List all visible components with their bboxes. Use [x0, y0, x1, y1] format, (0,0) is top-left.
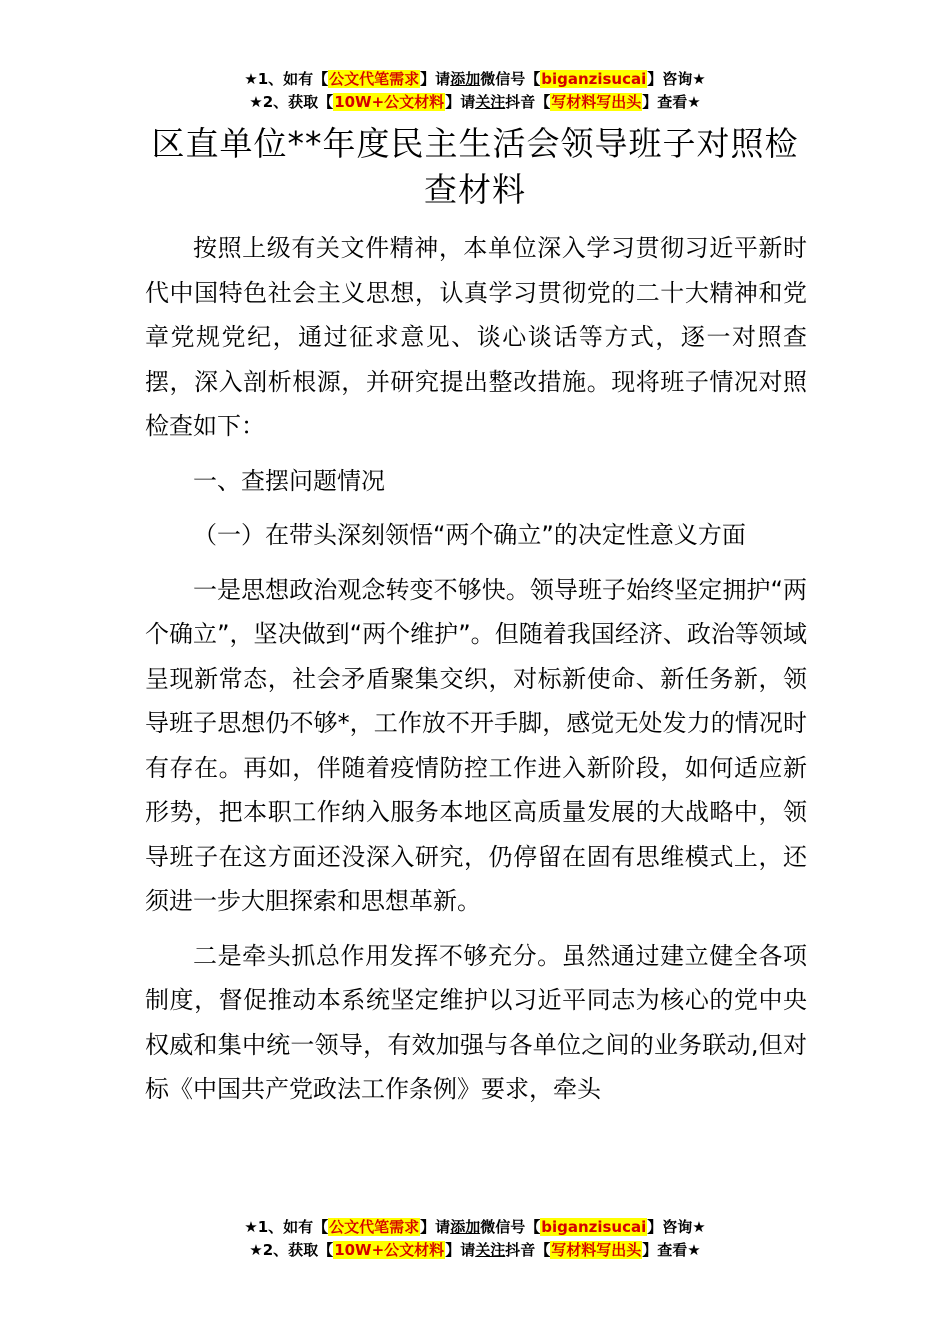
banner-line-2: [0, 91, 950, 114]
banner-text: 】咨询★: [647, 1218, 706, 1236]
banner-highlight: 10W+公文材料: [334, 1241, 445, 1259]
banner-text: ★2、获取【: [249, 1241, 334, 1259]
banner-underline: 关注: [475, 1241, 506, 1259]
banner-text: 】请: [420, 1218, 451, 1236]
banner-text: ★2、获取【: [249, 93, 334, 111]
section-heading: 一、查摆问题情况: [193, 466, 385, 495]
banner-text: 微信号【: [480, 1218, 541, 1236]
banner-text: ★1、如有【: [244, 70, 329, 88]
paragraph-intro: 按照上级有关文件精神，本单位深入学习贯彻习近平新时代中国特色社会主义思想，认真学习贯彻党的二十大精神和党章党规党纪，通过征求意见、谈心谈话等方式，逐一对照查摆，深入剖析根源，并研究提出整改措施。现将班子情况对照检查如下：: [145, 234, 807, 440]
banner-text: 微信号【: [480, 70, 541, 88]
banner-underline: 关注: [475, 93, 506, 111]
banner-text: 】请: [420, 70, 451, 88]
subsection-heading: （一）在带头深刻领悟“两个确立”的决定性意义方面: [193, 521, 746, 549]
document-title: 区直单位**年度民主生活会领导班子对照检查材料: [151, 124, 799, 209]
banner-text: 】查看★: [642, 93, 701, 111]
banner-line-1: [0, 68, 950, 91]
paragraph-problem-1: 一是思想政治观念转变不够快。领导班子始终坚定拥护“两个确立”，坚决做到“两个维护”。但随着我国经济、政治等领域呈现新常态，社会矛盾聚集交织，对标新使命、新任务新，领导班子思想仍不够*，工作放不开手脚，感觉无处发力的情况时有存在。再如，伴随着疫情防控工作进入新阶段，如何适应新形势，把本职工作纳入服务本地区高质量发展的大战略中，领导班子在这方面还没深入研究，仍停留在固有思维模式上，还须进一步大胆探索和思想革新。: [145, 575, 807, 915]
banner-highlight: 10W+公文材料: [334, 93, 445, 111]
paragraph-problem-2: 二是牵头抓总作用发挥不够充分。虽然通过建立健全各项制度，督促推动本系统坚定维护以习近平同志为核心的党中央权威和集中统一领导，有效加强与各单位之间的业务联动,但对标《中国共产党政法工作条例》要求，牵头: [145, 941, 807, 1103]
banner-highlight: 公文代笔需求: [329, 70, 420, 88]
banner-text: 】请: [445, 93, 476, 111]
banner-underline: 添加: [450, 70, 481, 88]
banner-line-2: [0, 1239, 950, 1262]
footer-banner: [0, 1216, 950, 1262]
banner-line-1: [0, 1216, 950, 1239]
header-banner: [0, 68, 950, 114]
document-body: [145, 226, 807, 1112]
banner-highlight: biganzisucai: [541, 1218, 647, 1236]
banner-text: ★1、如有【: [244, 1218, 329, 1236]
banner-text: 抖音【: [505, 93, 551, 111]
banner-highlight: 公文代笔需求: [329, 1218, 420, 1236]
banner-text: 】查看★: [642, 1241, 701, 1259]
banner-text: 】请: [445, 1241, 476, 1259]
banner-highlight: biganzisucai: [541, 70, 647, 88]
banner-highlight: 写材料写出头: [551, 1241, 642, 1259]
banner-text: 】咨询★: [647, 70, 706, 88]
banner-text: 抖音【: [505, 1241, 551, 1259]
banner-underline: 添加: [450, 1218, 481, 1236]
banner-highlight: 写材料写出头: [551, 93, 642, 111]
